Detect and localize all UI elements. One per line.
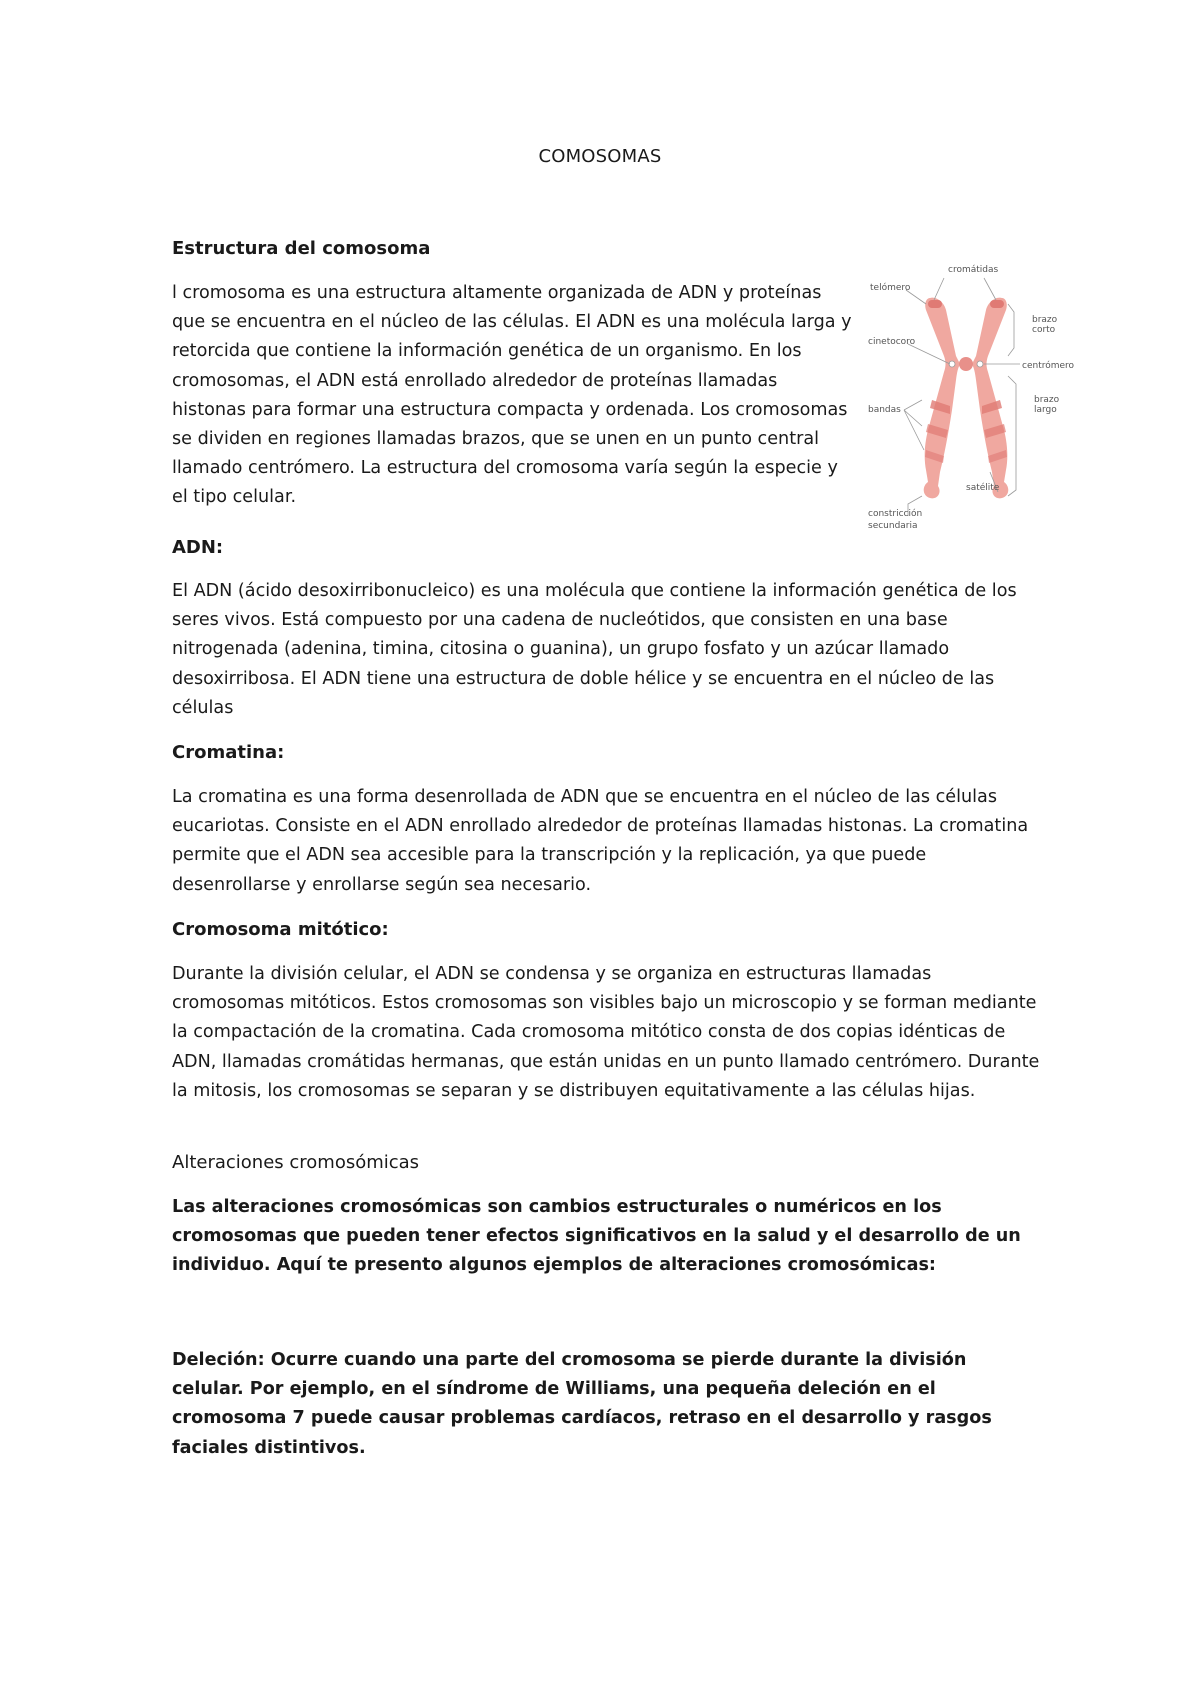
paragraph-alteraciones-intro: Las alteraciones cromosómicas son cambios estructurales o numéricos en los cromosomas que pueden tener efectos significativos en la salud y el desarrollo de un individuo. Aquí te presento algunos ejemplos de alteraciones cromosómicas:: [172, 1197, 1021, 1276]
label-brazo-corto-2: corto: [1032, 325, 1056, 335]
paragraph-cromatina: La cromatina es una forma desenrollada de ADN que se encuentra en el núcleo de las células eucariotas. Consiste en el ADN enrollado alrededor de proteínas llamadas histonas. La cromatina permite que el ADN sea accesible para la transcripción y la replicación, ya que puede desenrollarse y enrollarse según sea necesario.: [172, 787, 1029, 895]
label-constriccion-1: constricción: [868, 509, 923, 519]
centromere-mark: [959, 357, 973, 371]
paragraph-cromosoma-mitotico: Durante la división celular, el ADN se condensa y se organiza en estructuras llamadas cromosomas mitóticos. Estos cromosomas son visibles bajo un microscopio y se forman mediante la compactación de la cromatina. Cada cromosoma mitótico consta de dos copias idénticas de ADN, llamadas cromátidas hermanas, que están unidas en un punto llamado centrómero. Durante la mitosis, los cromosomas se separan y se distribuyen equitativamente a las células hijas.: [172, 964, 1040, 1101]
label-telomero: telómero: [870, 283, 911, 293]
chromosome-illustration: [866, 260, 1075, 532]
heading-alteraciones: Alteraciones cromosómicas: [172, 1152, 420, 1173]
heading-cromatina: Cromatina:: [172, 742, 285, 763]
left-chromatid: [924, 298, 960, 499]
label-brazo-largo-2: largo: [1034, 405, 1057, 415]
label-brazo-largo-1: brazo: [1034, 395, 1060, 405]
heading-adn: ADN:: [172, 537, 224, 558]
paragraph-estructura: l cromosoma es una estructura altamente organizada de ADN y proteínas que se encuentra en el núcleo de las células. El ADN es una molécula larga y retorcida que contiene la información genética de un organismo. En los cromosomas, el ADN está enrollado alrededor de proteínas llamadas histonas para formar una estructura compacta y ordenada. Los cromosomas se dividen en regiones llamadas brazos, que se unen en un punto central llamado centrómero. La estructura del cromosoma varía según la especie y el tipo celular.: [172, 283, 852, 508]
heading-cromosoma-mitotico: Cromosoma mitótico:: [172, 919, 389, 940]
paragraph-delecion: Deleción: Ocurre cuando una parte del cromosoma se pierde durante la división celular. Por ejemplo, en el síndrome de Williams, una pequeña deleción en el cromosoma 7 puede causar problemas cardíacos, retraso en el desarrollo y rasgos faciales distintivos.: [172, 1350, 992, 1458]
label-centromero: centrómero: [1022, 361, 1075, 371]
label-cromatidas: cromátidas: [948, 265, 999, 275]
label-cinetocoro: cinetocoro: [868, 337, 916, 347]
label-satelite: satélite: [966, 483, 1000, 493]
chromosome-diagram: [866, 260, 1075, 532]
heading-estructura: Estructura del comosoma: [172, 238, 431, 259]
document-title: COMOSOMAS: [538, 146, 662, 167]
paragraph-adn: El ADN (ácido desoxirribonucleico) es una molécula que contiene la información genética de los seres vivos. Está compuesto por una cadena de nucleótidos, que consisten en una base nitrogenada (adenina, timina, citosina o guanina), un grupo fosfato y un azúcar llamado desoxirribosa. El ADN tiene una estructura de doble hélice y se encuentra en el núcleo de las células: [172, 581, 1017, 718]
label-bandas: bandas: [868, 405, 901, 415]
label-brazo-corto-1: brazo: [1032, 315, 1058, 325]
label-constriccion-2: secundaria: [868, 521, 918, 531]
right-chromatid: [972, 298, 1008, 499]
